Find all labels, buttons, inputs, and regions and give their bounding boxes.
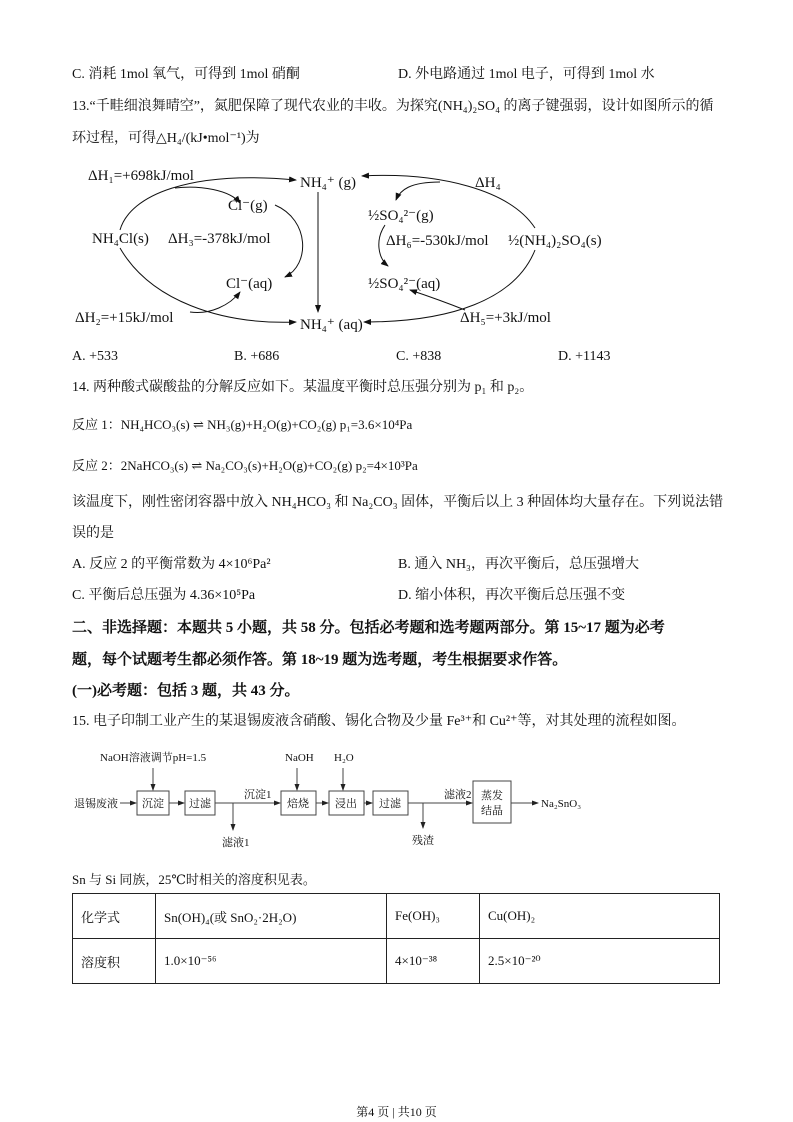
q14-option-d: D. 缩小体积，再次平衡后总压强不变 — [398, 588, 626, 603]
table-row — [73, 894, 720, 939]
q13-stem-line1: 13.“千畦细浪舞晴空”，氮肥保障了现代农业的丰收。为探究(NH₄)₂SO₄ 的离子键强弱，设计如图所示的循 — [72, 99, 714, 114]
table-cell: Fe(OH)₃ — [387, 894, 480, 939]
so4-gas: ½SO₄²⁻(g) — [368, 208, 434, 224]
dh1-label: ΔH₁=+698kJ/mol — [88, 168, 194, 184]
flow-step-evaporate: 蒸发 — [481, 790, 503, 802]
q14-stem-line2: 该温度下，刚性密闭容器中放入 NH₄HCO₃ 和 Na₂CO₃ 固体，平衡后以上 3 种固体均大量存在。下列说法错 — [72, 495, 724, 510]
flow-precipitate1: 沉淀1 — [244, 789, 272, 801]
q14-reaction2: 反应 2：2NaHCO₃(s) ⇌ Na₂CO₃(s)+H₂O(g)+CO₂(g) p₂=4×10³Pa — [72, 458, 418, 473]
flow-step-roast: 焙烧 — [287, 798, 309, 810]
q15-stem: 15. 电子印制工业产生的某退锡废液含硝酸、锡化合物及少量 Fe³⁺和 Cu²⁺等，对其处理的流程如图。 — [72, 714, 686, 729]
section2-heading-line2: 题，每个试题考生都必须作答。第 18~19 题为选考题，考生根据要求作答。 — [72, 652, 568, 668]
q14-option-b: B. 通入 NH₃，再次平衡后，总压强增大 — [398, 557, 639, 572]
q13-option-b: B. +686 — [234, 349, 280, 364]
q14-stem: 14. 两种酸式碳酸盐的分解反应如下。某温度平衡时总压强分别为 p₁ 和 p₂。 — [72, 380, 534, 395]
born-haber-cycle-diagram — [0, 150, 793, 340]
dh6-label: ΔH₆=-530kJ/mol — [386, 233, 489, 249]
q14-reaction1: 反应 1：NH₄HCO₃(s) ⇌ NH₃(g)+H₂O(g)+CO₂(g) p₁=3.6×10⁴Pa — [72, 417, 413, 432]
q12-option-c: C. 消耗 1mol 氧气，可得到 1mol 硝酮 — [72, 67, 300, 82]
flow-step-crystallize: 结晶 — [481, 805, 503, 817]
q13-option-d: D. +1143 — [558, 349, 611, 364]
table-cell: 4×10⁻³⁸ — [387, 939, 480, 984]
page-footer: 第4 页 | 共10 页 — [356, 1105, 437, 1119]
flow-step-precipitate: 沉淀 — [142, 798, 164, 810]
table-cell: Sn(OH)₄(或 SnO₂·2H₂O) — [156, 894, 387, 939]
section2-heading-line1: 二、非选择题：本题共 5 小题，共 58 分。包括必考题和选考题两部分。第 15~17 题为必考 — [72, 620, 665, 636]
q13-option-a: A. +533 — [72, 349, 119, 364]
dh2-label: ΔH₂=+15kJ/mol — [75, 310, 174, 326]
table-cell: 化学式 — [73, 894, 156, 939]
nh4cl-solid: NH₄Cl(s) — [92, 231, 149, 247]
flow-product: Na₂SnO₃ — [541, 798, 582, 810]
flow-filtrate2: 滤液2 — [444, 789, 472, 801]
flow-input: 退锡废液 — [74, 798, 118, 810]
so4-aq: ½SO₄²⁻(aq) — [368, 276, 441, 292]
q13-stem-line2: 环过程，可得△H₄/(kJ•mol⁻¹)为 — [72, 131, 260, 146]
q13-option-c: C. +838 — [396, 349, 442, 364]
flow-step-filter2: 过滤 — [379, 798, 401, 810]
table-cell: 2.5×10⁻²⁰ — [480, 939, 720, 984]
section2-subheading: (一)必考题：包括 3 题，共 43 分。 — [72, 683, 300, 699]
q15-table-intro: Sn 与 Si 同族，25℃时相关的溶度积见表。 — [72, 872, 316, 887]
dh5-label: ΔH₅=+3kJ/mol — [460, 310, 551, 326]
flow-filtrate1: 滤液1 — [222, 837, 250, 849]
cl-aq: Cl⁻(aq) — [226, 276, 273, 292]
flow-residue: 残渣 — [412, 835, 434, 847]
table-cell: 溶度积 — [73, 939, 156, 984]
flow-reagent-naoh: NaOH — [285, 752, 314, 764]
dh3-label: ΔH₃=-378kJ/mol — [168, 231, 271, 247]
q14-option-c: C. 平衡后总压强为 4.36×10⁵Pa — [72, 588, 256, 603]
solubility-product-table — [72, 893, 720, 984]
flow-reagent-water: H₂O — [334, 752, 354, 764]
q12-option-d: D. 外电路通过 1mol 电子，可得到 1mol 水 — [398, 67, 655, 82]
process-flowchart — [0, 740, 793, 855]
nh4-aq: NH₄⁺ (aq) — [300, 317, 363, 333]
q14-option-a: A. 反应 2 的平衡常数为 4×10⁶Pa² — [72, 557, 271, 572]
cl-gas: Cl⁻(g) — [228, 198, 268, 214]
table-cell: Cu(OH)₂ — [480, 894, 720, 939]
nh4-gas: NH₄⁺ (g) — [300, 175, 357, 191]
nh42so4-solid: ½(NH₄)₂SO₄(s) — [508, 233, 602, 249]
dh4-label: ΔH₄ — [475, 175, 501, 191]
flow-step-filter1: 过滤 — [189, 798, 211, 810]
table-cell: 1.0×10⁻⁵⁶ — [156, 939, 387, 984]
flow-reagent-naoh-ph: NaOH溶液调节pH=1.5 — [100, 752, 207, 764]
table-row — [73, 939, 720, 984]
flow-step-leach: 浸出 — [335, 798, 357, 810]
q14-stem-line3: 误的是 — [72, 526, 114, 541]
